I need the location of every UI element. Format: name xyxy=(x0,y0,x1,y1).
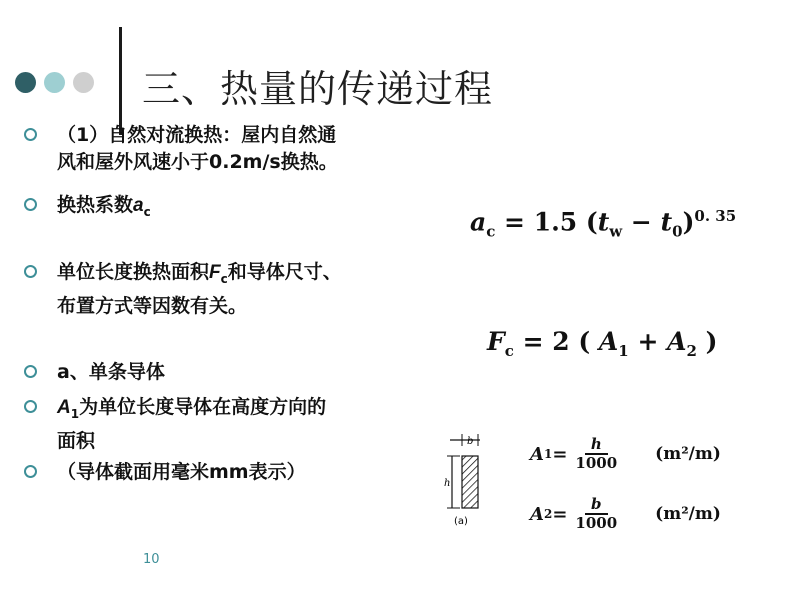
symbol-sub: c xyxy=(220,271,228,286)
bullet-text: 换热系数 xyxy=(57,194,134,216)
formula-a2: A 2 = $\frac{b}{1000}$ (m²/m) xyxy=(530,495,721,532)
page-number: 10 xyxy=(143,552,160,567)
fraction-h-1000: $\frac{h}{1000}$ xyxy=(575,435,618,472)
bullet-line: 风和屋外风速小于0.2m/s换热。 xyxy=(57,151,338,173)
conductor-section-diagram xyxy=(440,432,510,542)
bullet-section-unit xyxy=(24,459,429,486)
formula-a1: A 1 = $\frac{h}{1000}$ (m²/m) xyxy=(530,435,721,472)
bullet-line: 面积 xyxy=(57,429,96,452)
symbol-f: F xyxy=(209,262,221,283)
unit-label: (m²/m) xyxy=(655,504,721,524)
bullet-icon xyxy=(24,198,37,211)
title-divider xyxy=(119,27,122,135)
dot-light xyxy=(44,72,65,93)
fig-caption: (a) xyxy=(454,516,468,527)
fig-label-b: b xyxy=(467,436,474,447)
symbol-sub: 1 xyxy=(70,406,80,421)
slide-title: 三、热量的传递过程 xyxy=(142,67,494,111)
bullet-line: （1）自然对流换热：屋内自然通 xyxy=(57,124,337,146)
bullet-text: 单位长度换热面积 xyxy=(57,261,210,283)
bullet-line: a、单条导体 xyxy=(57,361,165,383)
symbol-a: a xyxy=(133,195,144,216)
bullet-icon xyxy=(24,465,37,478)
formula-fc: $F_c = 2$ ( $A_1 + A_2$ ) xyxy=(487,327,718,360)
bullet-icon xyxy=(24,265,37,278)
formula-ac: $a_c = 1.5$ $(t_w - t_0)^{0. 35}$ xyxy=(470,207,737,241)
symbol-a1: A xyxy=(57,397,71,418)
symbol-sub: c xyxy=(143,204,151,219)
bullet-text: 为单位长度导体在高度方向的 xyxy=(79,396,327,418)
bullet-single-conductor xyxy=(24,359,429,386)
fig-label-h: h xyxy=(444,478,451,489)
unit-label: (m²/m) xyxy=(655,444,721,464)
bullet-natural-convection xyxy=(24,122,429,176)
dot-dark xyxy=(15,72,36,93)
bullet-icon xyxy=(24,128,37,141)
bullet-text: 和导体尺寸、 xyxy=(227,261,342,283)
conductor-area-figure xyxy=(440,432,760,542)
bullet-line: 布置方式等因数有关。 xyxy=(57,294,248,317)
bullet-icon xyxy=(24,400,37,413)
decorative-dots xyxy=(15,72,94,93)
bullet-a1-definition xyxy=(24,394,429,455)
conductor-rect xyxy=(462,456,478,508)
bullet-heat-area xyxy=(24,259,429,320)
bullet-icon xyxy=(24,365,37,378)
fraction-b-1000: $\frac{b}{1000}$ xyxy=(575,495,618,532)
bullet-line: （导体截面用毫米mm表示） xyxy=(57,461,306,483)
dot-gray xyxy=(73,72,94,93)
bullet-heat-coefficient xyxy=(24,192,429,226)
